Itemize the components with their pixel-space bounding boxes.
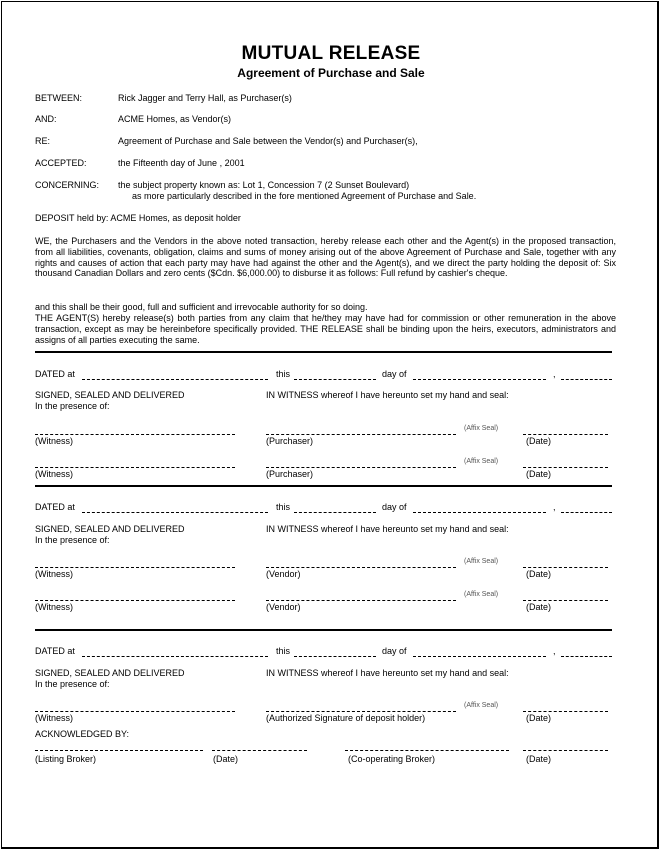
between-value: Rick Jagger and Terry Hall, as Purchaser(s): [118, 93, 292, 103]
vendor-caption: (Vendor): [266, 602, 301, 612]
cooperating-broker-date-line[interactable]: [523, 750, 608, 751]
this-day-field[interactable]: [294, 379, 376, 380]
date-caption: (Date): [526, 469, 552, 479]
witness-signature-line[interactable]: [35, 600, 235, 601]
month-field[interactable]: [413, 656, 546, 657]
witness-signature-line[interactable]: [35, 467, 235, 468]
section-divider: [35, 351, 612, 353]
signed-sealed-label: SIGNED, SEALED AND DELIVERED: [35, 390, 185, 400]
cooperating-broker-signature-line[interactable]: [345, 750, 509, 751]
date-caption: (Date): [526, 569, 552, 579]
witness-signature-line[interactable]: [35, 711, 235, 712]
dated-at-label: DATED at: [35, 646, 75, 656]
release-paragraph: WE, the Purchasers and the Vendors in the above noted transaction, hereby release each other and the Agent(s) in the proposed transaction, from all liabilities, covenants, obligation, claims and sums of money arising out of the above Agreement of Purchase and Sale, together with any rights and causes of action that each party may have had against the other and the Agent(s), and we direct the party holding the deposit of: Six thousand Canadian Dollars and zero cents ($Cdn. $6,000.00) to disburse it as follows: Full refund by cashier's cheque.: [35, 236, 616, 279]
witness-caption: (Witness): [35, 713, 73, 723]
vendor-signature-line[interactable]: [266, 600, 456, 601]
purchaser-caption: (Purchaser): [266, 469, 314, 479]
presence-label: In the presence of:: [35, 679, 110, 689]
section-divider: [35, 629, 612, 631]
year-field[interactable]: [561, 379, 612, 380]
purchaser-signature-line[interactable]: [266, 467, 456, 468]
concerning-label: CONCERNING:: [35, 180, 100, 190]
witness-signature-line[interactable]: [35, 567, 235, 568]
dated-at-field[interactable]: [82, 379, 268, 380]
affix-seal-label: (Affix Seal): [464, 558, 499, 565]
deposit-holder-signature-line[interactable]: [266, 711, 456, 712]
this-label: this: [276, 502, 291, 512]
page-title: MUTUAL RELEASE: [241, 43, 421, 64]
between-label: BETWEEN:: [35, 93, 83, 103]
listing-broker-caption: (Listing Broker): [35, 754, 97, 764]
cooperating-broker-caption: (Co-operating Broker): [348, 754, 436, 764]
affix-seal-label: (Affix Seal): [464, 425, 499, 432]
witness-clause: IN WITNESS whereof I have hereunto set my hand and seal:: [266, 524, 509, 534]
and-label: AND:: [35, 114, 57, 124]
agents-paragraph: THE AGENT(S) hereby release(s) both parties from any claim that he/they may have had for commission or other remuneration in the above transaction, except as may be hereinbefore specifically provided. THE RELEASE shall be binding upon the heirs, executors, administrators and assigns of all parties executing the same.: [35, 313, 616, 345]
date-caption: (Date): [526, 754, 552, 764]
comma: ,: [553, 502, 556, 512]
affix-seal-label: (Affix Seal): [464, 702, 499, 709]
accepted-value: the Fifteenth day of June , 2001: [118, 158, 245, 168]
dated-at-label: DATED at: [35, 369, 75, 379]
year-field[interactable]: [561, 512, 612, 513]
witness-caption: (Witness): [35, 469, 73, 479]
purchaser-caption: (Purchaser): [266, 436, 314, 446]
date-caption: (Date): [213, 754, 239, 764]
comma: ,: [553, 369, 556, 379]
accepted-label: ACCEPTED:: [35, 158, 87, 168]
vendor-caption: (Vendor): [266, 569, 301, 579]
this-day-field[interactable]: [294, 512, 376, 513]
comma: ,: [553, 646, 556, 656]
affix-seal-label: (Affix Seal): [464, 591, 499, 598]
presence-label: In the presence of:: [35, 535, 110, 545]
acknowledged-label: ACKNOWLEDGED BY:: [35, 729, 130, 739]
deposit-holder-caption: (Authorized Signature of deposit holder): [266, 713, 426, 723]
listing-broker-signature-line[interactable]: [35, 750, 203, 751]
day-of-label: day of: [382, 646, 407, 656]
month-field[interactable]: [413, 512, 546, 513]
date-line[interactable]: [523, 567, 608, 568]
witness-clause: IN WITNESS whereof I have hereunto set my hand and seal:: [266, 668, 509, 678]
day-of-label: day of: [382, 502, 407, 512]
date-line[interactable]: [523, 434, 608, 435]
witness-caption: (Witness): [35, 569, 73, 579]
this-label: this: [276, 369, 291, 379]
concerning-line2: as more particularly described in the fore mentioned Agreement of Purchase and Sale.: [132, 191, 477, 201]
month-field[interactable]: [413, 379, 546, 380]
purchaser-signature-line[interactable]: [266, 434, 456, 435]
concerning-line1: the subject property known as: Lot 1, Concession 7 (2 Sunset Boulevard): [118, 180, 410, 190]
affix-seal-label: (Affix Seal): [464, 458, 499, 465]
dated-at-label: DATED at: [35, 502, 75, 512]
section-divider: [35, 485, 612, 487]
re-value: Agreement of Purchase and Sale between the Vendor(s) and Purchaser(s),: [118, 136, 418, 146]
witness-clause: IN WITNESS whereof I have hereunto set my hand and seal:: [266, 390, 509, 400]
this-day-field[interactable]: [294, 656, 376, 657]
this-label: this: [276, 646, 291, 656]
date-line[interactable]: [523, 711, 608, 712]
date-caption: (Date): [526, 713, 552, 723]
page-subtitle: Agreement of Purchase and Sale: [237, 66, 425, 80]
year-field[interactable]: [561, 656, 612, 657]
re-label: RE:: [35, 136, 51, 146]
date-caption: (Date): [526, 436, 552, 446]
witness-caption: (Witness): [35, 602, 73, 612]
witness-caption: (Witness): [35, 436, 73, 446]
date-line[interactable]: [523, 600, 608, 601]
witness-signature-line[interactable]: [35, 434, 235, 435]
date-line[interactable]: [523, 467, 608, 468]
vendor-signature-line[interactable]: [266, 567, 456, 568]
day-of-label: day of: [382, 369, 407, 379]
date-caption: (Date): [526, 602, 552, 612]
listing-broker-date-line[interactable]: [212, 750, 307, 751]
signed-sealed-label: SIGNED, SEALED AND DELIVERED: [35, 524, 185, 534]
deposit-line: DEPOSIT held by: ACME Homes, as deposit holder: [35, 213, 241, 223]
dated-at-field[interactable]: [82, 512, 268, 513]
signed-sealed-label: SIGNED, SEALED AND DELIVERED: [35, 668, 185, 678]
dated-at-field[interactable]: [82, 656, 268, 657]
authority-line: and this shall be their good, full and sufficient and irrevocable authority for so doing.: [35, 302, 368, 312]
and-value: ACME Homes, as Vendor(s): [118, 114, 232, 124]
presence-label: In the presence of:: [35, 401, 110, 411]
